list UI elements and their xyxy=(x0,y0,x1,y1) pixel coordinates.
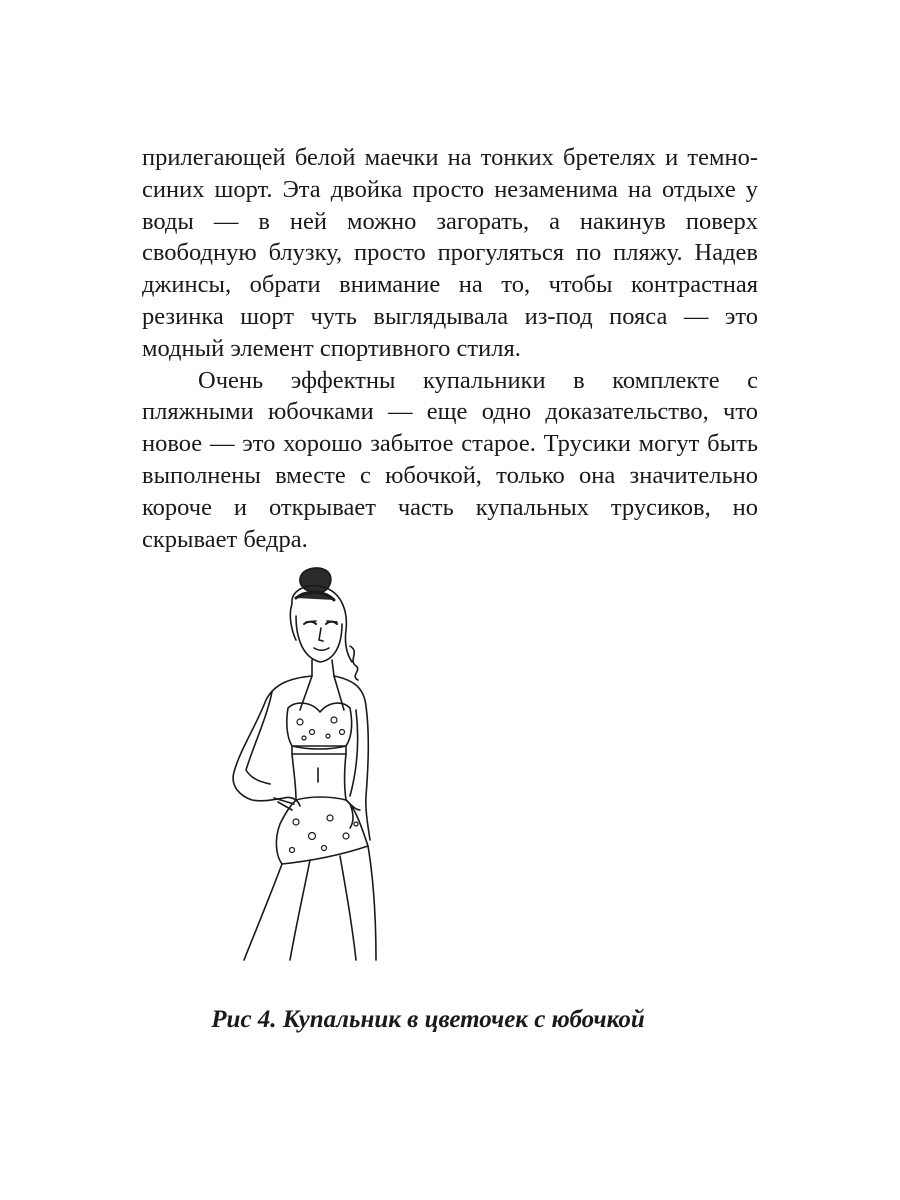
left-leg xyxy=(244,860,310,960)
left-arm xyxy=(233,676,312,801)
torso xyxy=(292,754,346,800)
body-text xyxy=(142,142,758,555)
neck xyxy=(312,660,334,676)
right-leg xyxy=(340,846,376,960)
figure-caption: Рис 4. Купальник в цветочек с юбочкой xyxy=(211,1006,645,1033)
right-arm xyxy=(334,676,370,840)
fashion-sketch-figure xyxy=(200,560,440,980)
swimsuit-illustration xyxy=(200,560,440,980)
paragraph-1: прилегающей белой маечки на тонких бретелях и темно-синих шорт. Эта двойка просто незаменима на отдыхе у воды — в ней можно загорать, а накинув поверх свободную блузку, просто прогуляться по пляжу. Надев джинсы, обрати внимание на то, чтобы контрастная резинка шорт чуть выглядывала из-под пояса — это модный элемент спортивного стиля. xyxy=(142,144,758,362)
paragraph-2: Очень эффектны купальники в комплекте с пляжными юбочками — еще одно доказательство, что новое — это хорошо забытое старое. Трусики могут быть выполнены вместе с юбочкой, только она значительно короче и открывает часть купальных трусиков, но скрывает бедра. xyxy=(142,366,758,553)
bikini-top xyxy=(287,703,352,749)
